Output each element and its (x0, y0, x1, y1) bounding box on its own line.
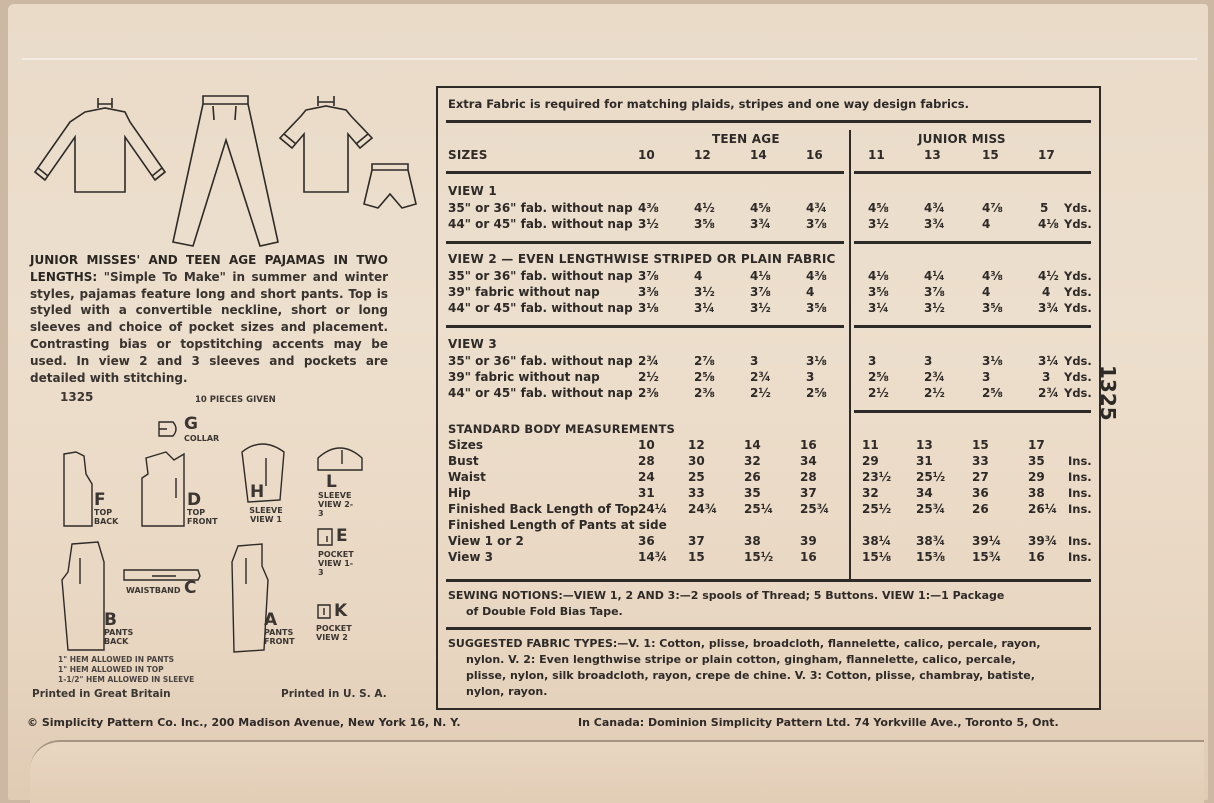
cell: 3⅝ (806, 301, 827, 315)
fabrics-line: SUGGESTED FABRIC TYPES:—V. 1: Cotton, plisse, broadcloth, flannelette, calico, percale, rayon, (448, 637, 1041, 650)
cell: 3⅝ (868, 285, 889, 299)
cell: 36 (972, 486, 989, 500)
unit-yds: Yds. (1064, 386, 1092, 400)
cell: 32 (862, 486, 879, 500)
cell: 25 (688, 470, 705, 484)
cell: 3¼ (1038, 354, 1059, 368)
cell: 14 (744, 438, 761, 452)
divider (446, 241, 844, 244)
row-label: 39" fabric without nap (448, 285, 600, 299)
divider (854, 171, 1091, 174)
cell: 2⅝ (806, 386, 827, 400)
size-13: 13 (924, 148, 941, 162)
cell: 38 (1028, 486, 1045, 500)
cell: 33 (972, 454, 989, 468)
cell: 29 (1028, 470, 1045, 484)
group-junior-miss: JUNIOR MISS (918, 132, 1006, 146)
cell: 4⅜ (982, 269, 1003, 283)
cell: 15 (688, 550, 705, 564)
cell: 2½ (868, 386, 889, 400)
cell: 3⅞ (924, 285, 945, 299)
divider (854, 410, 1091, 413)
cell: 39¼ (972, 534, 1002, 548)
cell: 38 (744, 534, 761, 548)
hem-note-pants: 1" HEM ALLOWED IN PANTS (58, 655, 175, 664)
piece-label-pocket-view2: POCKET VIEW 2 (316, 624, 352, 642)
row-label: View 3 (448, 550, 493, 564)
piece-label-waistband: WAISTBAND (126, 586, 181, 595)
piece-letter-d: D (187, 490, 202, 510)
size-17: 17 (1038, 148, 1055, 162)
description-lead: JUNIOR MISSES' AND TEEN AGE PAJAMAS IN TWO LENGTHS: (30, 253, 388, 284)
piece-letter-k: K (334, 601, 348, 621)
cell: 25¾ (916, 502, 946, 516)
cell: 32 (744, 454, 761, 468)
cell: 28 (800, 470, 817, 484)
cell: 14¾ (638, 550, 668, 564)
row-label: Finished Length of Pants at side (448, 518, 667, 532)
piece-label-sleeve-view1: SLEEVE VIEW 1 (249, 506, 283, 524)
row-label: Waist (448, 470, 486, 484)
extra-fabric-note: Extra Fabric is required for matching plaids, stripes and one way design fabrics. (448, 97, 969, 111)
row-label: 35" or 36" fab. without nap (448, 354, 633, 368)
long-sleeve-top-illustration (30, 92, 180, 202)
cell: 3⅛ (982, 354, 1003, 368)
divider (446, 120, 1091, 123)
row-label: Bust (448, 454, 479, 468)
row-label: 44" or 45" fab. without nap (448, 301, 633, 315)
cell: 4¾ (924, 201, 945, 215)
long-pants-illustration (168, 92, 283, 252)
cell: 4⅜ (806, 269, 827, 283)
cell: 15⅜ (916, 550, 946, 564)
piece-top-back-icon (62, 450, 94, 532)
cell: 2¾ (1038, 386, 1059, 400)
cell: 2¾ (638, 354, 659, 368)
cell: 25½ (862, 502, 892, 516)
cell: 37 (688, 534, 705, 548)
cell: 2⅞ (694, 354, 715, 368)
cell: 27 (972, 470, 989, 484)
piece-pocket-view13-icon (316, 527, 334, 551)
size-14: 14 (750, 148, 767, 162)
cell: 35 (744, 486, 761, 500)
cell: 4¾ (806, 201, 827, 215)
cell: 4 (806, 285, 815, 299)
piece-label-collar: COLLAR (184, 434, 220, 443)
cell: 38¼ (862, 534, 892, 548)
cell: 16 (800, 550, 817, 564)
cell: 4 (1042, 285, 1051, 299)
unit-ins: Ins. (1068, 534, 1092, 548)
cell: 24 (638, 470, 655, 484)
cell: 35 (1028, 454, 1045, 468)
cell: 3⅛ (806, 354, 827, 368)
piece-top-front-icon (140, 448, 186, 532)
cell: 25¼ (744, 502, 774, 516)
cell: 28 (638, 454, 655, 468)
cell: 29 (862, 454, 879, 468)
cell: 16 (800, 438, 817, 452)
unit-yds: Yds. (1064, 217, 1092, 231)
view1-title: VIEW 1 (448, 184, 497, 198)
cell: 16 (1028, 550, 1045, 564)
cell: 3 (868, 354, 877, 368)
divider (446, 627, 1091, 630)
cell: 3½ (750, 301, 771, 315)
size-16: 16 (806, 148, 823, 162)
cell: 4 (982, 285, 991, 299)
cell: 38¾ (916, 534, 946, 548)
cell: 15⅛ (862, 550, 892, 564)
cell: 2⅝ (868, 370, 889, 384)
cell: 3¾ (924, 217, 945, 231)
piece-label-pants-front: PANTS FRONT (264, 628, 295, 646)
notions-line: SEWING NOTIONS:—VIEW 1, 2 AND 3:—2 spools of Thread; 5 Buttons. VIEW 1:—1 Package (448, 589, 1005, 602)
envelope-bottom-flap (30, 740, 1204, 803)
cell: 15¾ (972, 550, 1002, 564)
printed-in-great-britain: Printed in Great Britain (32, 688, 171, 700)
cell: 3⅞ (750, 285, 771, 299)
divider (446, 325, 844, 328)
cell: 39¾ (1028, 534, 1058, 548)
cell: 4 (982, 217, 991, 231)
cell: 3⅝ (982, 301, 1003, 315)
cell: 3¼ (868, 301, 889, 315)
piece-label-pocket-view13: POCKET VIEW 1-3 (318, 550, 354, 577)
cell: 3½ (924, 301, 945, 315)
cell: 39 (800, 534, 817, 548)
row-label: 44" or 45" fab. without nap (448, 386, 633, 400)
unit-ins: Ins. (1068, 486, 1092, 500)
cell: 3¾ (750, 217, 771, 231)
cell: 26 (972, 502, 989, 516)
cell: 37 (800, 486, 817, 500)
unit-yds: Yds. (1064, 285, 1092, 299)
cell: 2⅝ (694, 370, 715, 384)
piece-letter-e: E (336, 526, 348, 546)
cell: 4⅝ (868, 201, 889, 215)
piece-pants-back-icon (58, 540, 106, 656)
piece-pocket-view2-icon (316, 603, 332, 624)
cell: 3⅝ (694, 217, 715, 231)
shorts-illustration (360, 160, 420, 215)
unit-ins: Ins. (1068, 502, 1092, 516)
piece-letter-f: F (94, 490, 106, 510)
row-label: Sizes (448, 438, 484, 452)
cell: 31 (638, 486, 655, 500)
cell: 4⅝ (750, 201, 771, 215)
cell: 2½ (750, 386, 771, 400)
size-12: 12 (694, 148, 711, 162)
publisher-address: © Simplicity Pattern Co. Inc., 200 Madison Avenue, New York 16, N. Y. (27, 716, 461, 729)
piece-letter-c: C (184, 578, 197, 598)
cell: 4⅞ (982, 201, 1003, 215)
unit-yds: Yds. (1064, 269, 1092, 283)
body-measurements-title: STANDARD BODY MEASUREMENTS (448, 422, 675, 436)
cell: 31 (916, 454, 933, 468)
piece-label-sleeve-view23: SLEEVE VIEW 2-3 (318, 491, 354, 518)
piece-collar-icon (157, 420, 181, 442)
piece-letter-b: B (104, 610, 117, 630)
piece-letter-h: H (250, 482, 265, 502)
yardage-table (436, 86, 1101, 710)
cell: 3¼ (694, 301, 715, 315)
cell: 2⅝ (982, 386, 1003, 400)
size-15: 15 (982, 148, 999, 162)
row-label: Hip (448, 486, 471, 500)
group-teen-age: TEEN AGE (712, 132, 780, 146)
cell: 3 (924, 354, 933, 368)
piece-letter-a: A (264, 610, 278, 630)
cell: 4⅛ (750, 269, 771, 283)
row-label: 39" fabric without nap (448, 370, 600, 384)
row-label: View 1 or 2 (448, 534, 524, 548)
side-pattern-number-text: 1325 (1096, 365, 1120, 421)
unit-yds: Yds. (1064, 370, 1092, 384)
cell: 4⅛ (868, 269, 889, 283)
cell: 13 (916, 438, 933, 452)
cell: 30 (688, 454, 705, 468)
cell: 3 (1042, 370, 1051, 384)
divider (446, 171, 844, 174)
cell: 3½ (638, 217, 659, 231)
cell: 2¾ (924, 370, 945, 384)
cell: 34 (916, 486, 933, 500)
cell: 15 (972, 438, 989, 452)
view2-title: VIEW 2 — EVEN LENGTHWISE STRIPED OR PLAIN FABRIC (448, 252, 836, 266)
printed-in-usa: Printed in U. S. A. (281, 688, 387, 700)
unit-yds: Yds. (1064, 201, 1092, 215)
cell: 36 (638, 534, 655, 548)
cell: 3½ (868, 217, 889, 231)
cell: 10 (638, 438, 655, 452)
hem-note-top: 1" HEM ALLOWED IN TOP (58, 665, 164, 674)
row-label: 44" or 45" fab. without nap (448, 217, 633, 231)
cell: 12 (688, 438, 705, 452)
divider (854, 241, 1091, 244)
cell: 15½ (744, 550, 774, 564)
cell: 3⅞ (806, 217, 827, 231)
cell: 3¾ (1038, 301, 1059, 315)
piece-label-top-back: TOP BACK (94, 508, 119, 526)
cell: 25½ (916, 470, 946, 484)
fabrics-line: nylon. V. 2: Even lengthwise stripe or plain cotton, gingham, flannelette, calico, percale, (466, 653, 1016, 666)
cell: 2⅜ (638, 386, 659, 400)
cell: 25¾ (800, 502, 830, 516)
cell: 3 (982, 370, 991, 384)
cell: 2⅜ (694, 386, 715, 400)
cell: 26¼ (1028, 502, 1058, 516)
notions-line: of Double Fold Bias Tape. (466, 605, 623, 618)
unit-ins: Ins. (1068, 470, 1092, 484)
cell: 3⅜ (638, 285, 659, 299)
unit-yds: Yds. (1064, 354, 1092, 368)
cell: 5 (1040, 201, 1049, 215)
row-label: 35" or 36" fab. without nap (448, 201, 633, 215)
cell: 4¼ (924, 269, 945, 283)
cell: 26 (744, 470, 761, 484)
pattern-number-small: 1325 (60, 390, 94, 404)
sewing-notions (448, 588, 1093, 620)
cell: 11 (862, 438, 879, 452)
suggested-fabrics (448, 636, 1093, 700)
unit-ins: Ins. (1068, 454, 1092, 468)
fabrics-line: plisse, nylon, silk broadcloth, rayon, crepe de chine. V. 3: Cotton, plisse, chambray, batiste, (466, 669, 1035, 682)
cell: 24¾ (688, 502, 718, 516)
divider (446, 579, 1091, 582)
divider (854, 325, 1091, 328)
piece-letter-g: G (184, 414, 198, 434)
sizes-label: SIZES (448, 148, 488, 162)
piece-letter-l: L (326, 472, 337, 492)
cell: 3½ (694, 285, 715, 299)
pattern-description (30, 252, 388, 386)
cell: 2½ (924, 386, 945, 400)
piece-label-top-front: TOP FRONT (187, 508, 218, 526)
view3-title: VIEW 3 (448, 337, 497, 351)
cell: 2½ (638, 370, 659, 384)
fold-line (22, 58, 1197, 60)
cell: 3⅛ (638, 301, 659, 315)
description-body: "Simple To Make" in summer and winter styles, pajamas feature long and short pants. Top is styled with a convertible neckline, short or long sleeves and choice of pocket sizes and placement. Contrasting bias or topstitching accents may be used. In view 2 and 3 sleeves and pockets are detailed with stitching. (30, 269, 388, 385)
size-10: 10 (638, 148, 655, 162)
canada-address: In Canada: Dominion Simplicity Pattern Ltd. 74 Yorkville Ave., Toronto 5, Ont. (578, 716, 1059, 729)
cell: 34 (800, 454, 817, 468)
cell: 3⅞ (638, 269, 659, 283)
unit-yds: Yds. (1064, 301, 1092, 315)
row-label: 35" or 36" fab. without nap (448, 269, 633, 283)
cell: 4½ (1038, 269, 1059, 283)
pieces-given-label: 10 PIECES GIVEN (195, 395, 276, 405)
cell: 3 (806, 370, 815, 384)
hem-notes (58, 655, 194, 685)
cell: 2¾ (750, 370, 771, 384)
cell: 4⅛ (1038, 217, 1059, 231)
cell: 23½ (862, 470, 892, 484)
cell: 4⅜ (638, 201, 659, 215)
cell: 24¼ (638, 502, 668, 516)
hem-note-sleeve: 1-1/2" HEM ALLOWED IN SLEEVE (58, 675, 195, 684)
piece-sleeve-view23-icon (316, 442, 364, 476)
cell: 17 (1028, 438, 1045, 452)
cell: 3 (750, 354, 759, 368)
row-label: Finished Back Length of Top (448, 502, 639, 516)
piece-label-pants-back: PANTS BACK (104, 628, 134, 646)
group-divider (849, 130, 851, 580)
cell: 4 (694, 269, 703, 283)
size-11: 11 (868, 148, 885, 162)
cell: 33 (688, 486, 705, 500)
cell: 4½ (694, 201, 715, 215)
unit-ins: Ins. (1068, 550, 1092, 564)
fabrics-line: nylon, rayon. (466, 685, 548, 698)
